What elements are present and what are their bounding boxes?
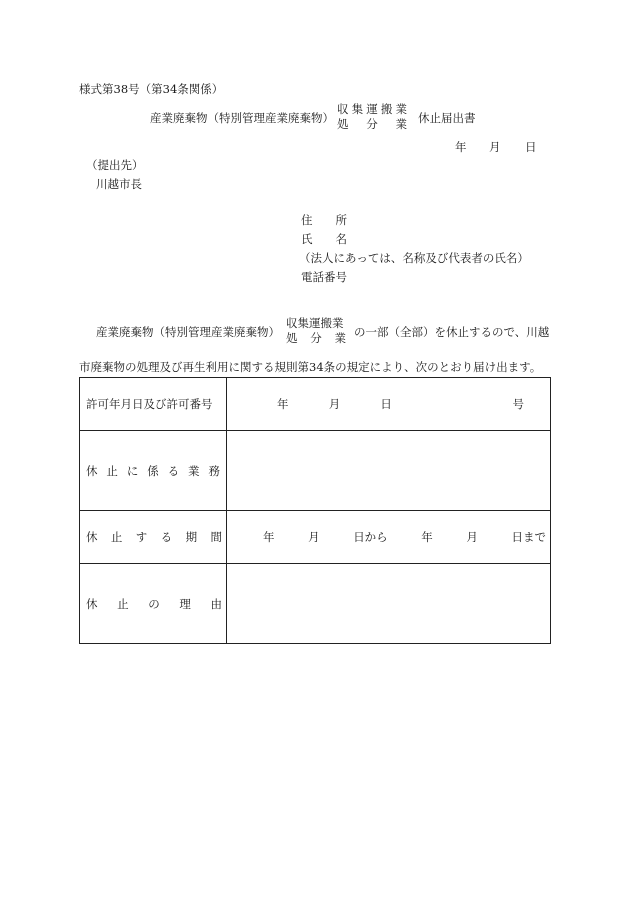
- suspended-business-label: [80, 431, 227, 511]
- reason-value-cell[interactable]: [227, 564, 551, 644]
- char: 間: [210, 530, 222, 544]
- char: 休: [86, 596, 98, 611]
- body-option-disposal: [286, 331, 346, 346]
- title-business-options: [337, 102, 407, 132]
- char: る: [160, 530, 173, 544]
- body-line1-suffix: の一部（全部）を休止するので、川越: [354, 325, 550, 339]
- title-suffix: 休止届出書: [418, 111, 476, 125]
- char: す: [135, 530, 148, 544]
- table-row-reason: [80, 564, 551, 644]
- char: 分: [310, 331, 322, 345]
- char: 分: [366, 117, 378, 131]
- char: 収: [337, 102, 349, 116]
- char: 所: [335, 213, 347, 227]
- reason-label: [80, 564, 227, 644]
- title-option-collection-transport: [337, 102, 407, 117]
- char: 期: [185, 530, 198, 544]
- char: 氏: [301, 232, 313, 246]
- char: 止: [110, 530, 123, 544]
- table-row-suspension-period: [80, 511, 551, 564]
- char: 係: [147, 463, 159, 478]
- notification-form-table: [79, 377, 551, 644]
- suspension-period-value-cell[interactable]: [227, 511, 551, 564]
- permit-label: 許可年月日及び許可番号: [80, 378, 227, 431]
- body-line2: 市廃棄物の処理及び再生利用に関する規則第34条の規定により、次のとおり届け出ます。: [79, 360, 542, 374]
- permit-month: 月: [328, 397, 341, 411]
- char: 集: [351, 102, 364, 116]
- date-month: 月: [489, 140, 501, 154]
- char: 業: [395, 102, 407, 116]
- char: 務: [208, 463, 220, 478]
- date-day: 日: [525, 140, 537, 154]
- title-prefix: 産業廃棄物（特別管理産業廃棄物）: [150, 111, 334, 125]
- char: 業: [188, 463, 200, 478]
- suspended-business-value-cell[interactable]: [227, 431, 551, 511]
- char: 住: [301, 213, 313, 227]
- recipient-name: 川越市長: [96, 177, 142, 191]
- permit-value-cell[interactable]: [227, 378, 551, 431]
- period-start-day: 日から: [353, 530, 388, 544]
- period-end-year: 年: [421, 530, 433, 544]
- char: 休: [86, 463, 98, 478]
- applicant-address-label: [301, 212, 347, 228]
- date-year: 年: [455, 140, 467, 154]
- char: 休: [86, 530, 98, 544]
- char: 業: [334, 331, 346, 345]
- char: 運: [366, 102, 378, 116]
- period-start-month: 月: [308, 530, 320, 544]
- char: 理: [179, 596, 191, 611]
- suspension-period-label: [80, 511, 227, 564]
- char: る: [167, 463, 180, 478]
- period-start-year: 年: [263, 530, 275, 544]
- char: 名: [335, 232, 347, 246]
- form-number: 様式第38号（第34条関係）: [79, 82, 224, 96]
- period-end-month: 月: [466, 530, 478, 544]
- char: 搬: [380, 102, 393, 116]
- permit-number-suffix: 号: [512, 397, 524, 411]
- body-prefix: 産業廃棄物（特別管理産業廃棄物）: [96, 325, 280, 339]
- body-business-options: [286, 316, 346, 346]
- applicant-corporate-note: （法人にあっては、名称及び代表者の氏名）: [299, 251, 529, 265]
- char: 止: [117, 596, 129, 611]
- char: 処: [286, 331, 298, 345]
- char: 止: [106, 463, 118, 478]
- applicant-name-label: [301, 231, 347, 247]
- recipient-label: （提出先）: [86, 158, 144, 172]
- applicant-phone-label: 電話番号: [301, 270, 347, 284]
- permit-day: 日: [380, 397, 392, 411]
- body-option-collection-transport: 収集運搬業: [286, 316, 344, 330]
- char: の: [148, 596, 160, 611]
- char: 処: [337, 117, 349, 131]
- table-row-suspended-business: [80, 431, 551, 511]
- table-row-permit: [80, 378, 551, 431]
- permit-year: 年: [277, 397, 289, 411]
- char: に: [126, 463, 139, 478]
- char: 業: [395, 117, 407, 131]
- period-end-day: 日まで: [511, 530, 546, 544]
- title-option-disposal: [337, 117, 407, 132]
- char: 由: [210, 596, 222, 611]
